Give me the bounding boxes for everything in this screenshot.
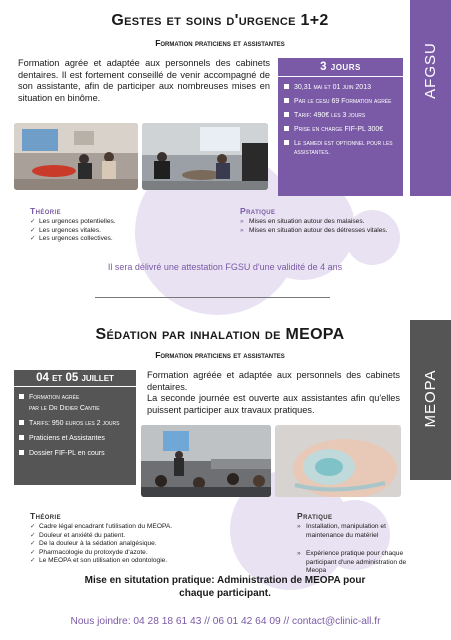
check-icon: ✓ bbox=[30, 531, 36, 539]
info-item: Dossier FIF-PL en cours bbox=[19, 449, 133, 458]
classroom-photo bbox=[141, 425, 271, 497]
square-bullet-icon bbox=[19, 435, 24, 440]
square-bullet-icon bbox=[284, 112, 289, 117]
check-icon: ✓ bbox=[30, 226, 36, 234]
training-photo-1 bbox=[14, 123, 138, 190]
attestation-note: Il sera délivré une attestation FGSU d'une validité de 4 ans bbox=[107, 262, 343, 272]
list-item: ✓ De la douleur à la sédation analgésique. bbox=[30, 540, 157, 548]
double-arrow-icon: » bbox=[240, 218, 244, 225]
section-divider bbox=[95, 297, 330, 298]
afgsu-info-box bbox=[278, 58, 403, 196]
section1-title: Gestes et soins d'urgence 1+2 bbox=[111, 12, 329, 29]
afgsu-duration: 3 jours bbox=[278, 58, 403, 77]
check-icon: ✓ bbox=[30, 557, 36, 565]
square-bullet-icon bbox=[19, 420, 24, 425]
afgsu-side-label: AFGSU bbox=[422, 42, 439, 99]
practice-heading: Pratique bbox=[297, 511, 333, 521]
section2-subtitle: Formation praticiens et assistantes bbox=[155, 350, 285, 360]
square-bullet-icon bbox=[284, 140, 289, 145]
info-item: Praticiens et Assistantes bbox=[19, 434, 133, 443]
list-item: ✓ Le MEOPA et son utilisation en odontologie. bbox=[30, 557, 168, 565]
afgsu-sidebar bbox=[410, 0, 451, 196]
info-item: par le Dr Didier Cantie bbox=[29, 405, 100, 412]
section1-subtitle: Formation praticiens et assistantes bbox=[155, 38, 285, 48]
list-item: » Mises en situation autour des malaises. bbox=[240, 218, 365, 225]
training-photo-2 bbox=[142, 123, 268, 190]
info-item: Le samedi est optionnel pour les assistantes. bbox=[284, 139, 399, 157]
info-item: Par le cesu 69 Formation agrée bbox=[284, 97, 399, 106]
info-item: Tarifs: 950 euros les 2 jours bbox=[19, 419, 133, 428]
info-item: Prise en charge FIF-PL 300€ bbox=[284, 125, 399, 134]
section2-theory bbox=[30, 511, 230, 566]
section1-intro: Formation agrée et adaptée aux personnels des cabinets dentaires. Il est fortement conseillé de venir accompagné de son assistante, afin de participer aux nombreuses mises en situation en binôme. bbox=[18, 58, 270, 103]
closing-statement: Mise en situtation pratique: Administration de MEOPA pour chaque participant. bbox=[84, 575, 366, 599]
theory-heading: Théorie bbox=[30, 511, 61, 521]
info-item: Formation agrée bbox=[19, 393, 133, 402]
section2-intro-p2: La seconde journée est ouverte aux assistantes afin qu'elles puissent participer aux travaux pratiques. bbox=[147, 393, 400, 415]
list-item: ✓ Les urgences potentielles. bbox=[30, 218, 116, 225]
double-arrow-icon: » bbox=[297, 523, 301, 530]
info-item: 30,31 mai et 01 juin 2013 bbox=[284, 83, 399, 92]
check-icon: ✓ bbox=[30, 235, 36, 243]
list-item: » Installation, manipulation et maintenance du matériel bbox=[297, 523, 386, 539]
practice-heading: Pratique bbox=[240, 206, 276, 216]
section2-intro bbox=[147, 370, 400, 416]
check-icon: ✓ bbox=[30, 548, 36, 556]
meopa-side-label: MEOPA bbox=[422, 369, 439, 428]
double-arrow-icon: » bbox=[240, 226, 244, 234]
section1-practice bbox=[240, 206, 415, 235]
meopa-sidebar bbox=[410, 320, 451, 480]
list-item: » Mises en situation autour des détresses vitales. bbox=[240, 226, 388, 234]
square-bullet-icon bbox=[284, 84, 289, 89]
check-icon: ✓ bbox=[30, 218, 36, 225]
meopa-info-box bbox=[14, 370, 136, 485]
double-arrow-icon: » bbox=[297, 550, 301, 558]
square-bullet-icon bbox=[284, 126, 289, 131]
section2-practice bbox=[297, 511, 417, 576]
list-item: ✓ Les urgences collectives. bbox=[30, 235, 113, 243]
section1-theory bbox=[30, 206, 220, 244]
square-bullet-icon bbox=[19, 394, 24, 399]
info-item: Tarif: 490€ les 3 jours bbox=[284, 111, 399, 120]
list-item: ✓ Pharmacologie du protoxyde d'azote. bbox=[30, 548, 148, 556]
section2-title: Sédation par inhalation de MEOPA bbox=[95, 326, 345, 343]
meopa-dates: 04 et 05 juillet bbox=[14, 370, 136, 387]
check-icon: ✓ bbox=[30, 540, 36, 548]
list-item: ✓ Cadre légal encadrant l'utilisation du MEOPA. bbox=[30, 523, 173, 530]
theory-heading: Théorie bbox=[30, 206, 61, 216]
list-item: ✓ Les urgences vitales. bbox=[30, 226, 101, 234]
contact-line: Nous joindre: 04 28 18 61 43 // 06 01 42 64 09 // contact@clinic-all.fr bbox=[70, 616, 381, 627]
section2-intro-p1: Formation agréée et adaptée aux personnels des cabinets dentaires. bbox=[147, 370, 400, 392]
check-icon: ✓ bbox=[30, 523, 36, 530]
square-bullet-icon bbox=[284, 98, 289, 103]
list-item: » Expérience pratique pour chaque participant d'une administration de Meopa bbox=[297, 550, 407, 575]
square-bullet-icon bbox=[19, 450, 24, 455]
list-item: ✓ Douleur et anxiété du patient. bbox=[30, 531, 126, 539]
mask-photo bbox=[275, 425, 401, 497]
